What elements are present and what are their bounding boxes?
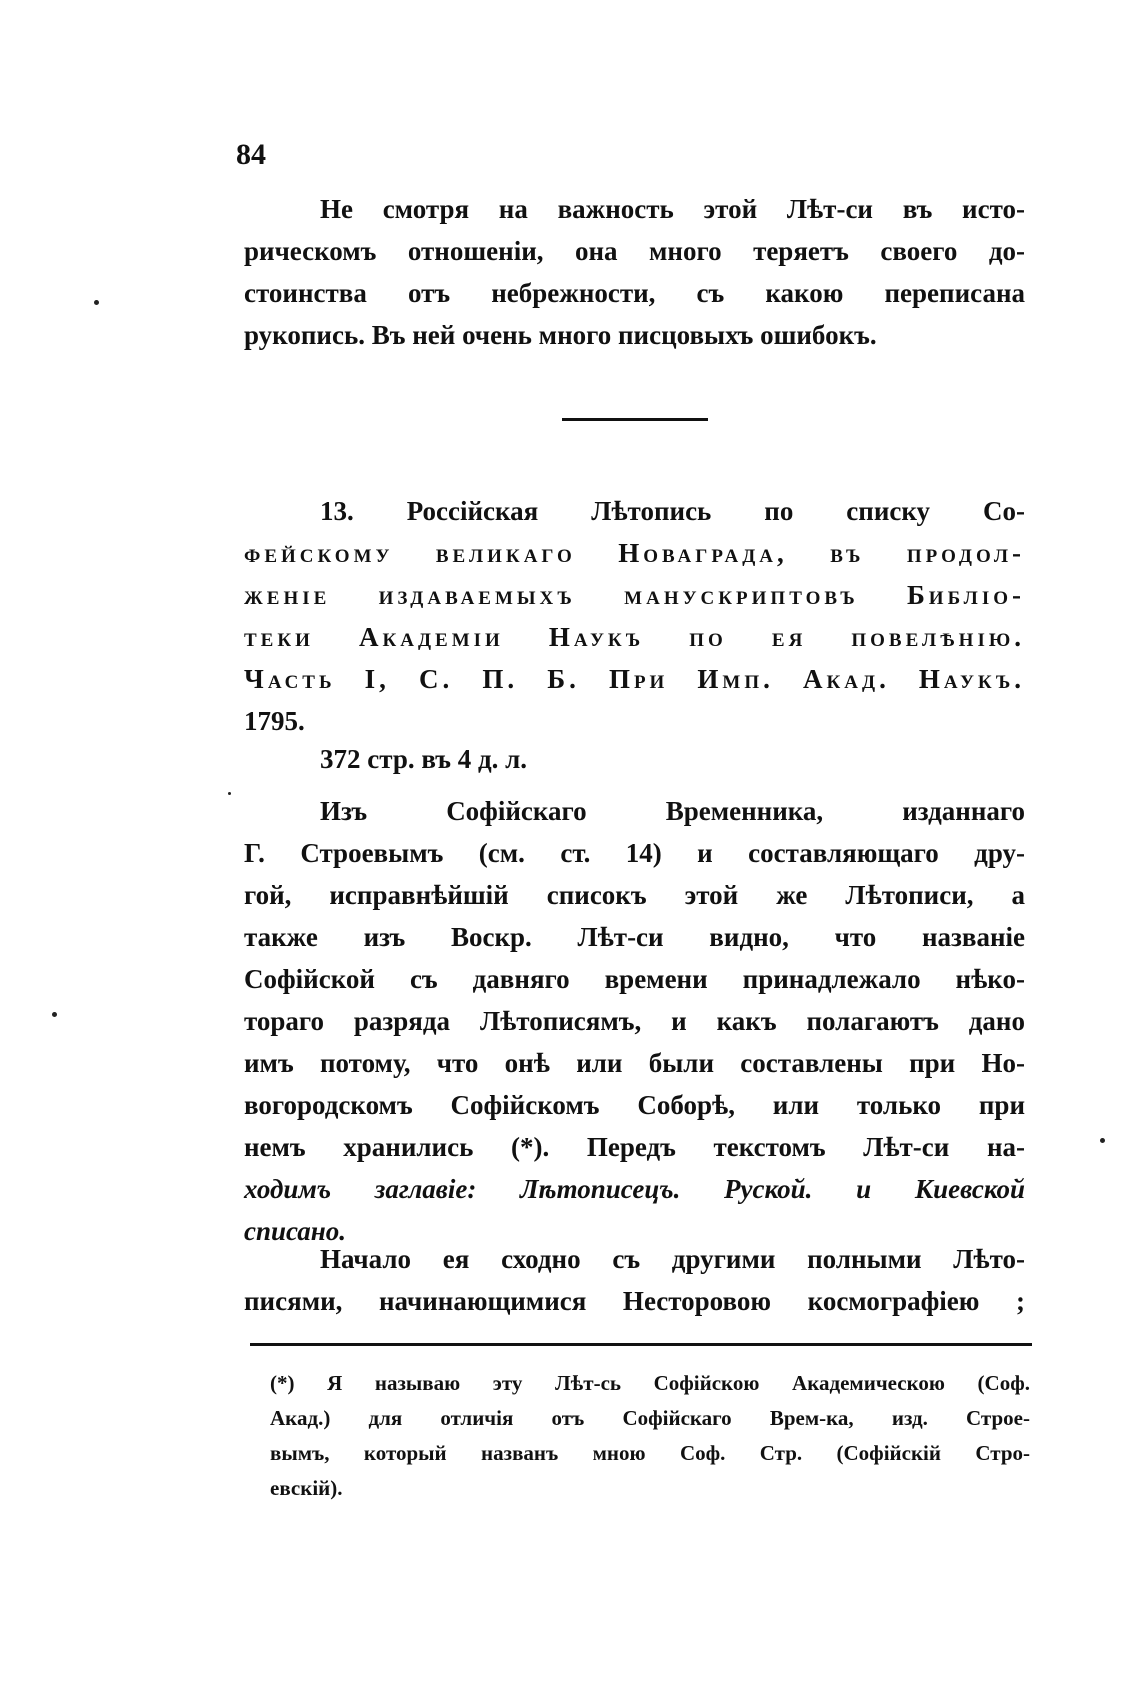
text-line: Г. Строевымъ (см. ст. 14) и составляющаго дру-: [244, 838, 1025, 868]
scan-speck: [94, 300, 99, 305]
text-line: писями, начинающимися Несторовою космографіею ;: [244, 1286, 1025, 1316]
text-line: ходимъ заглавіе: Лѣтописецъ. Руской. и Киевской: [244, 1174, 1025, 1204]
scan-speck: [1100, 1138, 1105, 1143]
text-line: гой, исправнѣйшій списокъ этой же Лѣтописи, а: [244, 880, 1025, 910]
section-divider: [562, 418, 708, 421]
entry-line: фейскому великаго Новаграда, въ продол-: [244, 538, 1025, 568]
text-line: списано.: [244, 1216, 347, 1246]
text-line: Изъ Софійскаго Временника, изданнаго: [320, 796, 1025, 826]
entry-13-pages: [244, 738, 1025, 780]
paragraph-beginning: [244, 1238, 1025, 1322]
text-line: имъ потому, что онѣ или были составлены при Но-: [244, 1048, 1025, 1078]
entry-13-heading: [244, 490, 1025, 742]
text-line: рическомъ отношеніи, она много теряетъ своего до-: [244, 236, 1025, 266]
scan-speck: [228, 792, 231, 795]
text-line: также изъ Воскр. Лѣт-си видно, что названіе: [244, 922, 1025, 952]
footnote-line: вымъ, который названъ мною Соф. Стр. (Софійскій Стро-: [270, 1441, 1030, 1465]
text-line: немъ хранились (*). Передъ текстомъ Лѣт-си на-: [244, 1132, 1025, 1162]
scan-speck: [52, 1012, 57, 1017]
footnote-line: (*) Я называю эту Лѣт-сь Софійскою Академическою (Соф.: [270, 1371, 1030, 1395]
text-line: стоинства отъ небрежности, съ какою переписана: [244, 278, 1025, 308]
pages-line: 372 стр. въ 4 д. л.: [320, 744, 528, 774]
footnote-rule: [250, 1343, 1032, 1346]
entry-line: Часть I, С. П. Б. При Имп. Акад. Наукъ.: [244, 664, 1025, 694]
paragraph-importance: [244, 188, 1025, 356]
footnote: [270, 1366, 1030, 1506]
entry-line: 1795.: [244, 706, 305, 736]
footnote-line: евскій).: [270, 1476, 343, 1500]
text-line: рукопись. Въ ней очень много писцовыхъ ошибокъ.: [244, 320, 877, 350]
text-line: тораго разряда Лѣтописямъ, и какъ полагаютъ дано: [244, 1006, 1025, 1036]
entry-line: женіе издаваемыхъ манускриптовъ Библіо-: [244, 580, 1025, 610]
text-line: Не смотря на важность этой Лѣт-си въ исто-: [320, 194, 1025, 224]
text-line: Софійской съ давняго времени принадлежало нѣко-: [244, 964, 1025, 994]
page-number: 84: [236, 138, 266, 171]
text-line: вогородскомъ Софійскомъ Соборѣ, или только при: [244, 1090, 1025, 1120]
entry-line: теки Академіи Наукъ по ея повелѣнію.: [244, 622, 1025, 652]
footnote-line: Акад.) для отличія отъ Софійскаго Врем-ка, изд. Строе-: [270, 1406, 1030, 1430]
entry-line: 13. Россійская Лѣтопись по списку Со-: [320, 496, 1025, 526]
paragraph-sofia-name: [244, 790, 1025, 1252]
text-line: Начало ея сходно съ другими полными Лѣто-: [320, 1244, 1025, 1274]
